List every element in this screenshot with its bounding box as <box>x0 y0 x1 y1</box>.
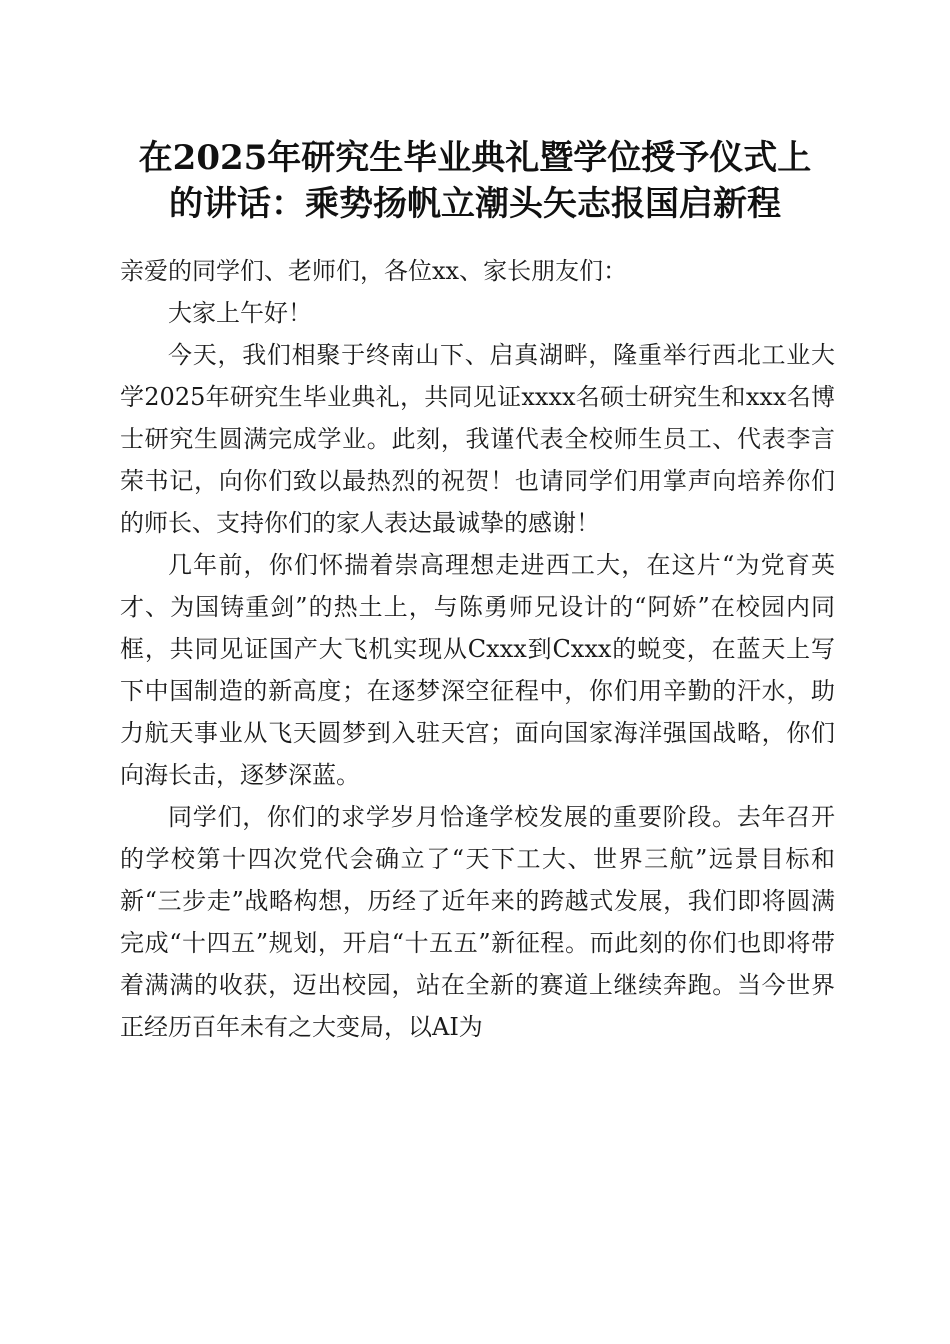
document-title <box>110 135 840 227</box>
document-body <box>120 250 835 1048</box>
title-line-2: 的讲话：乘势扬帆立潮头矢志报国启新程 <box>169 184 781 224</box>
greeting: 大家上午好！ <box>168 299 312 327</box>
paragraph: 今天，我们相聚于终南山下、启真湖畔，隆重举行西北工业大学2025年研究生毕业典礼，共同见证xxxx名硕士研究生和xxx名博士研究生圆满完成学业。此刻，我谨代表全校师生员工、代表李言荣书记，向你们致以最热烈的祝贺！也请同学们用掌声向培养你们的师长、支持你们的家人表达最诚挚的感谢！ <box>120 341 835 537</box>
paragraph: 几年前，你们怀揣着崇高理想走进西工大，在这片“为党育英才、为国铸重剑”的热土上，与陈勇师兄设计的“阿娇”在校园内同框，共同见证国产大飞机实现从Cxxx到Cxxx的蜕变，在蓝天上写下中国制造的新高度；在逐梦深空征程中，你们用辛勤的汗水，助力航天事业从飞天圆梦到入驻天宫；面向国家海洋强国战略，你们向海长击，逐梦深蓝。 <box>120 551 835 789</box>
title-line-1: 在2025年研究生毕业典礼暨学位授予仪式上 <box>138 138 812 178</box>
paragraph: 同学们，你们的求学岁月恰逢学校发展的重要阶段。去年召开的学校第十四次党代会确立了“天下工大、世界三航”远景目标和新“三步走”战略构想，历经了近年来的跨越式发展，我们即将圆满完成“十四五”规划，开启“十五五”新征程。而此刻的你们也即将带着满满的收获，迈出校园，站在全新的赛道上继续奔跑。当今世界正经历百年未有之大变局，以AI为 <box>120 803 835 1041</box>
salutation: 亲爱的同学们、老师们，各位xx、家长朋友们： <box>120 257 628 285</box>
